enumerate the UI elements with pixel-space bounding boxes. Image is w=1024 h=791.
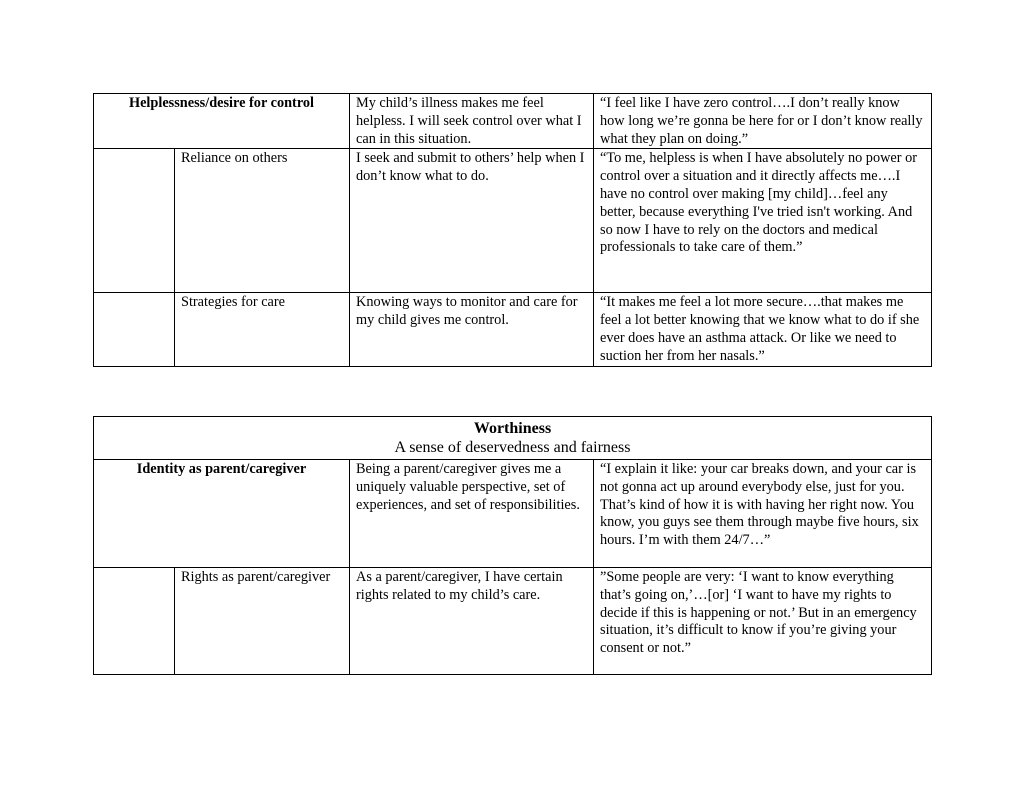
subtheme-quote: “It makes me feel a lot more secure….that makes me feel a lot better knowing that we know what to do if she ever does have an asthma attack. Or like we need to suction her from her nasals.” (594, 293, 932, 366)
table-row (94, 149, 932, 293)
theme-definition: Being a parent/caregiver gives me a uniquely valuable perspective, set of experiences, and set of responsibilities. (350, 460, 594, 568)
table-row (94, 460, 932, 568)
subtheme-quote: “To me, helpless is when I have absolutely no power or control over a situation and it directly affects me….I have no control over making [my child]…feel any better, because everything I've tried isn't working. And so now I have to rely on the doctors and medical professionals to take care of them.” (594, 149, 932, 293)
worthiness-header (94, 417, 932, 460)
table-row (94, 94, 932, 149)
subtheme-definition: As a parent/caregiver, I have certain rights related to my child’s care. (350, 568, 594, 675)
theme-label: Identity as parent/caregiver (94, 460, 350, 568)
empty-cell (94, 568, 175, 675)
worthiness-title: Worthiness (473, 420, 552, 437)
table-row (94, 293, 932, 366)
subtheme-quote: ”Some people are very: ‘I want to know everything that’s going on,’…[or] ‘I want to have my rights to decide if this is happening or not.’ But in an emergency situation, it’s difficult to know if you’re giving your consent or not.” (594, 568, 932, 675)
table-row (94, 417, 932, 460)
worthiness-theme-table (93, 416, 932, 675)
subtheme-label: Rights as parent/caregiver (175, 568, 350, 675)
table-row (94, 568, 932, 675)
control-theme-table (93, 93, 932, 367)
empty-cell (94, 149, 175, 293)
subtheme-definition: I seek and submit to others’ help when I don’t know what to do. (350, 149, 594, 293)
theme-quote: “I feel like I have zero control….I don’t really know how long we’re gonna be here for or I don’t know really what they plan on doing.” (594, 94, 932, 149)
subtheme-definition: Knowing ways to monitor and care for my child gives me control. (350, 293, 594, 366)
subtheme-label: Reliance on others (175, 149, 350, 293)
empty-cell (94, 293, 175, 366)
theme-definition: My child’s illness makes me feel helpless. I will seek control over what I can in this situation. (350, 94, 594, 149)
subtheme-label: Strategies for care (175, 293, 350, 366)
theme-label: Helplessness/desire for control (94, 94, 350, 149)
theme-quote: “I explain it like: your car breaks down, and your car is not gonna act up around everybody else, just for you. That’s kind of how it is with having her right now. You know, you guys see them through maybe five hours, six hours. I’m with them 24/7…” (594, 460, 932, 568)
worthiness-subtitle: A sense of deservedness and fairness (394, 439, 631, 456)
